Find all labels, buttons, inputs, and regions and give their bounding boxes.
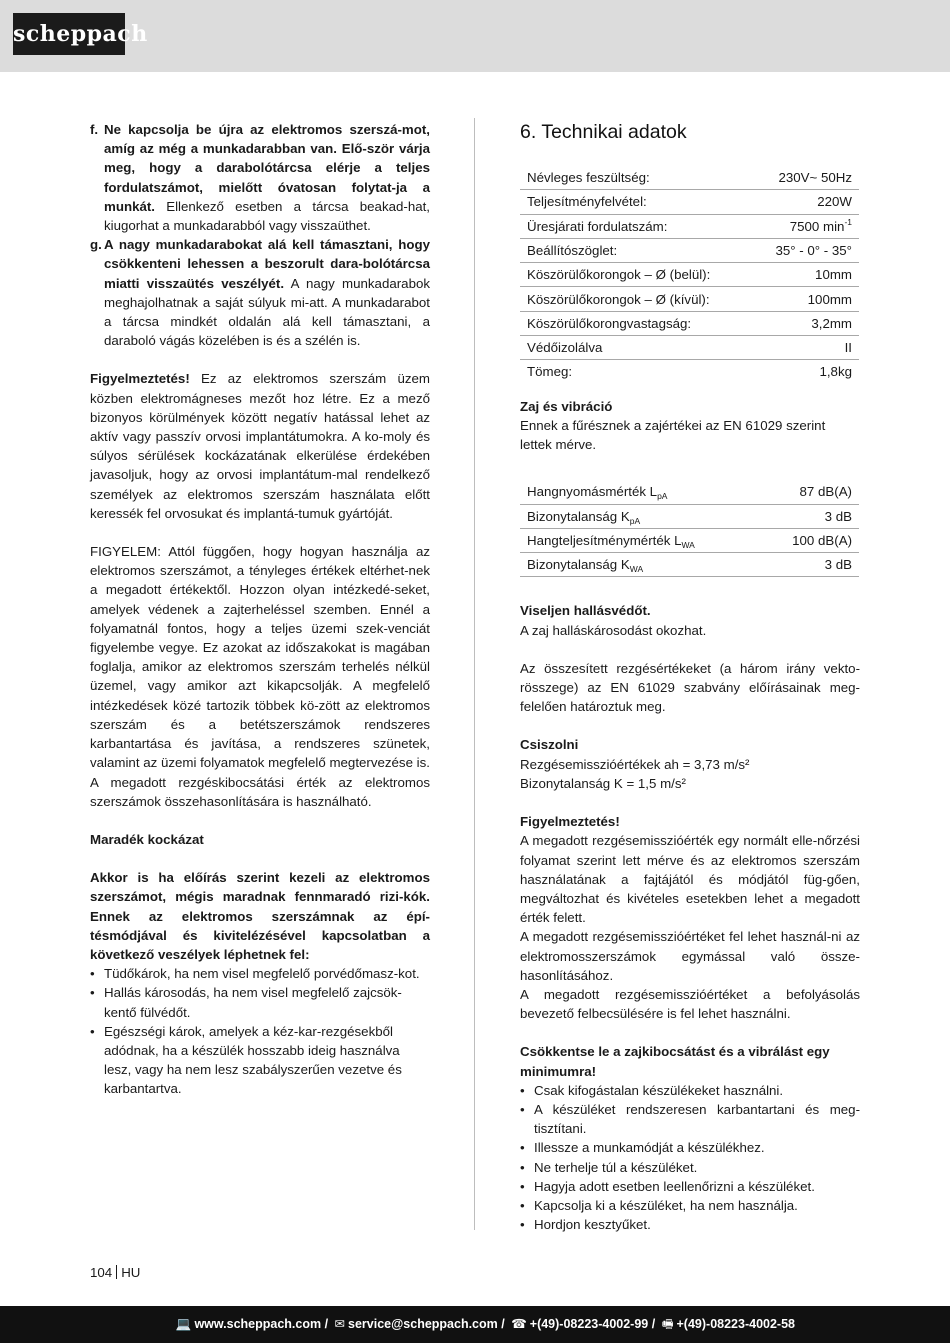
table-row: Köszörülőkorongvastagság: 3,2mm — [520, 311, 859, 335]
table-row: Névleges feszültség: 230V~ 50Hz — [520, 166, 859, 190]
table-row: Teljesítményfelvétel: 220W — [520, 190, 859, 214]
table-row: Köszörülőkorongok – Ø (belül): 10mm — [520, 263, 859, 287]
list-item: • Hallás károsodás, ha nem visel megfelelő zajcsök-kentő fülvédőt. — [90, 985, 402, 1020]
noise-heading: Zaj és vibráció — [520, 398, 613, 414]
warning-text: Ez az elektromos szerszám üzem közben elektromágneses mezőt hoz létre. Ez a mező bizonyos körülmények között negatív hatással lehet az aktív vagy passzív orvosi implantátumokra. A ko-moly és súlyos sérülések kockázatának elkerülése érdekében javasoljuk, hogy az orvosi implantátum-mal rendelkező személyek az elektromos szerszám használata előtt keressék fel orvosukat és implantá-tumuk gyártóját. — [90, 371, 430, 521]
phone-icon: ☎ — [511, 1317, 527, 1331]
item-label-g: g. — [90, 237, 102, 253]
list-item: • Ne terhelje túl a készüléket. — [520, 1159, 698, 1175]
vibration-warning-heading: Figyelmeztetés! — [520, 814, 620, 830]
tips-list — [520, 1081, 860, 1235]
computer-icon: 💻 — [175, 1317, 192, 1331]
figyelem-paragraph: FIGYELEM: Attól függően, hogy hogyan használja az elektromos szerszámot, a tényleges értékek eltérhet-nek a megadott értékektől. Hozzon olyan intézkedé-seket, amelyek védenek a zajterheléssel szemben. Ennél a folyamatnál fontos, hogy a teljes üzemi szek-venciát figyelembe vegye. Ez azokat az időszakokat is magában foglalja, amikor az elektromos szerszám terhelés nélkül üzemel, vagy amikor azt kikapcsolják. A megfelelő intézkedések közé tartozik többek kö-zött az elektromos szerszám és a betétszerszámok rendszeres karbantartása és javítása, a rendszeres szünetek, valamint az üzemi folyamatok megfelelő megtervezése is. — [90, 544, 430, 771]
contact-footer: 💻 www.scheppach.com / ✉ service@scheppach.com / ☎ +(49)-08223-4002-99 / 🖷 +(49)-08223-4002-58 — [0, 1306, 950, 1343]
section-title: 6. Technikai adatok — [520, 121, 687, 143]
list-item: • Illessze a munkamódját a készülékhez. — [520, 1140, 765, 1156]
noise-text: Ennek a fűrésznek a zajértékei az EN 61029 szerint lettek mérve. — [520, 417, 826, 453]
item-f-text: Ellenkező esetben a tárcsa beakad-hat, kiugorhat a munkadarabból vagy visszaüthet. — [104, 198, 430, 234]
reduce-heading: Csökkentse le a zajkibocsátást és a vibrálást egy minimumra! — [520, 1044, 830, 1079]
risk-list — [90, 964, 430, 1098]
vibration-warning-p1: A megadott rezgésemisszióérték egy normált elle-nőrzési folyamat szerint lett mérve és az elektromos szerszám használatának a fajtájától és módjától füg-gően, megváltozhat és kivételes esetekben lehet a megadott érték felett. — [520, 833, 860, 926]
table-row: Köszörülőkorongok – Ø (kívül): 100mm — [520, 287, 859, 311]
email-link[interactable]: service@scheppach.com — [348, 1317, 498, 1331]
warning-heading: Figyelmeztetés! — [90, 371, 190, 387]
fax-number: +(49)-08223-4002-58 — [676, 1317, 795, 1331]
table-row: Beállítószöglet: 35° - 0° - 35° — [520, 238, 859, 262]
page-header — [0, 0, 950, 72]
rezges-paragraph: A megadott rezgéskibocsátási érték az elektromos szerszámok összehasonlítására is használható. — [90, 774, 430, 809]
item-g-bold: A nagy munkadarabokat alá kell támasztani, hogy csökkenteni lehessen a beszorult dara-bolótárcsa miatti visszaütés veszélyét. — [104, 237, 430, 291]
page-number: 104 HU — [90, 1265, 141, 1280]
safety-item-f — [90, 120, 430, 235]
list-item: • Hagyja adott esetben leellenőrizni a készüléket. — [520, 1178, 815, 1194]
hearing-text: A zaj halláskárosodást okozhat. — [520, 622, 707, 638]
vibration-warning-p2: A megadott rezgésemisszióértéket fel lehet használ-ni az elektromosszerszámok egymással való össze-hasonlításához. — [520, 929, 860, 983]
table-row: Bizonytalanság $K_{WA}$ 3 dB — [520, 553, 859, 577]
grinding-line-1: Rezgésemisszióértékek ah = 3,73 m/s² — [520, 756, 750, 772]
table-row: Védőizolálva II — [520, 336, 859, 360]
table-row: Hangteljesítménymérték $L_{WA}$ 100 dB(A) — [520, 528, 859, 552]
list-item: • Csak kifogástalan készülékeket használni. — [520, 1082, 784, 1098]
website-link[interactable]: www.scheppach.com — [194, 1317, 322, 1331]
spec-table — [520, 166, 859, 384]
mail-icon: ✉ — [334, 1317, 345, 1331]
column-divider — [474, 118, 475, 1230]
list-item: • Hordjon kesztyűket. — [520, 1217, 651, 1233]
residual-risk-intro: Akkor is ha előírás szerint kezeli az elektromos szerszámot, mégis maradnak fennmaradó rizi-kók. Ennek az elektromos szerszámnak az épí-tésmódjával és kivitelézésével kapcsolatban a következő veszélyek léphetnek fel: — [90, 870, 430, 962]
hearing-heading: Viseljen hallásvédőt. — [520, 603, 651, 619]
fax-icon: 🖷 — [661, 1317, 674, 1331]
table-row: Üresjárati fordulatszám: 7500 $\min^{-1}$ — [520, 214, 859, 238]
table-row: Hangnyomásmérték $L_{pA}$ 87 dB(A) — [520, 480, 859, 504]
table-row: Tömeg: 1,8kg — [527, 364, 852, 380]
left-column — [90, 120, 430, 1099]
list-item: • A készüléket rendszeresen karbantartani és meg-tisztítani. — [520, 1101, 860, 1137]
item-f-bold: Ne kapcsolja be újra az elektromos szerszá-mot, amíg az még a munkadarabban van. Elő-ször várja meg, hogy a darabolótárcsa elérje a teljes fordulatszámot, mielőtt óvatosan folytat-ja a munkát. — [104, 122, 430, 214]
item-label-f: f. — [90, 122, 99, 137]
grinding-heading: Csiszolni — [520, 737, 579, 753]
safety-item-g — [90, 235, 430, 350]
warning-paragraph — [90, 369, 430, 523]
grinding-line-2: Bizonytalanság K = 1,5 m/s² — [520, 775, 686, 791]
vibration-summary: Az összesített rezgésértékeket (a három irány vekto-rösszege) az EN 61029 szabvány előírásainak meg-felelően határoztuk meg. — [520, 660, 860, 715]
phone-number: +(49)-08223-4002-99 — [529, 1317, 649, 1331]
table-row: Bizonytalanság $K_{pA}$ 3 dB — [520, 504, 859, 528]
scheppach-logo: scheppach — [13, 13, 125, 55]
vibration-warning-p3: A megadott rezgésemisszióértéket a befolyásolás bevezető felbecsülésére is fel lehet használni. — [520, 986, 860, 1022]
residual-risk-heading: Maradék kockázat — [90, 831, 204, 847]
list-item: • Egészségi károk, amelyek a kéz-kar-rezgésekből adódnak, ha a készülék hosszabb ideig használva lesz, vagy ha nem lesz szabályszerűen vezetve és karbantartva. — [90, 1023, 402, 1097]
list-item: • Kapcsolja ki a készüléket, ha nem használja. — [520, 1197, 798, 1213]
list-item: • Tüdőkárok, ha nem visel megfelelő porvédőmasz-kot. — [90, 966, 420, 982]
item-g-text: A nagy munkadarabok meghajolhatnak a saját súlyuk mi-att. A munkadarabot a tárcsa mindkét oldalán alá kell támasztani, a daraboló vágás közelében is és a szélén is. — [104, 275, 431, 349]
right-column — [520, 120, 860, 1234]
noise-table — [520, 480, 859, 577]
